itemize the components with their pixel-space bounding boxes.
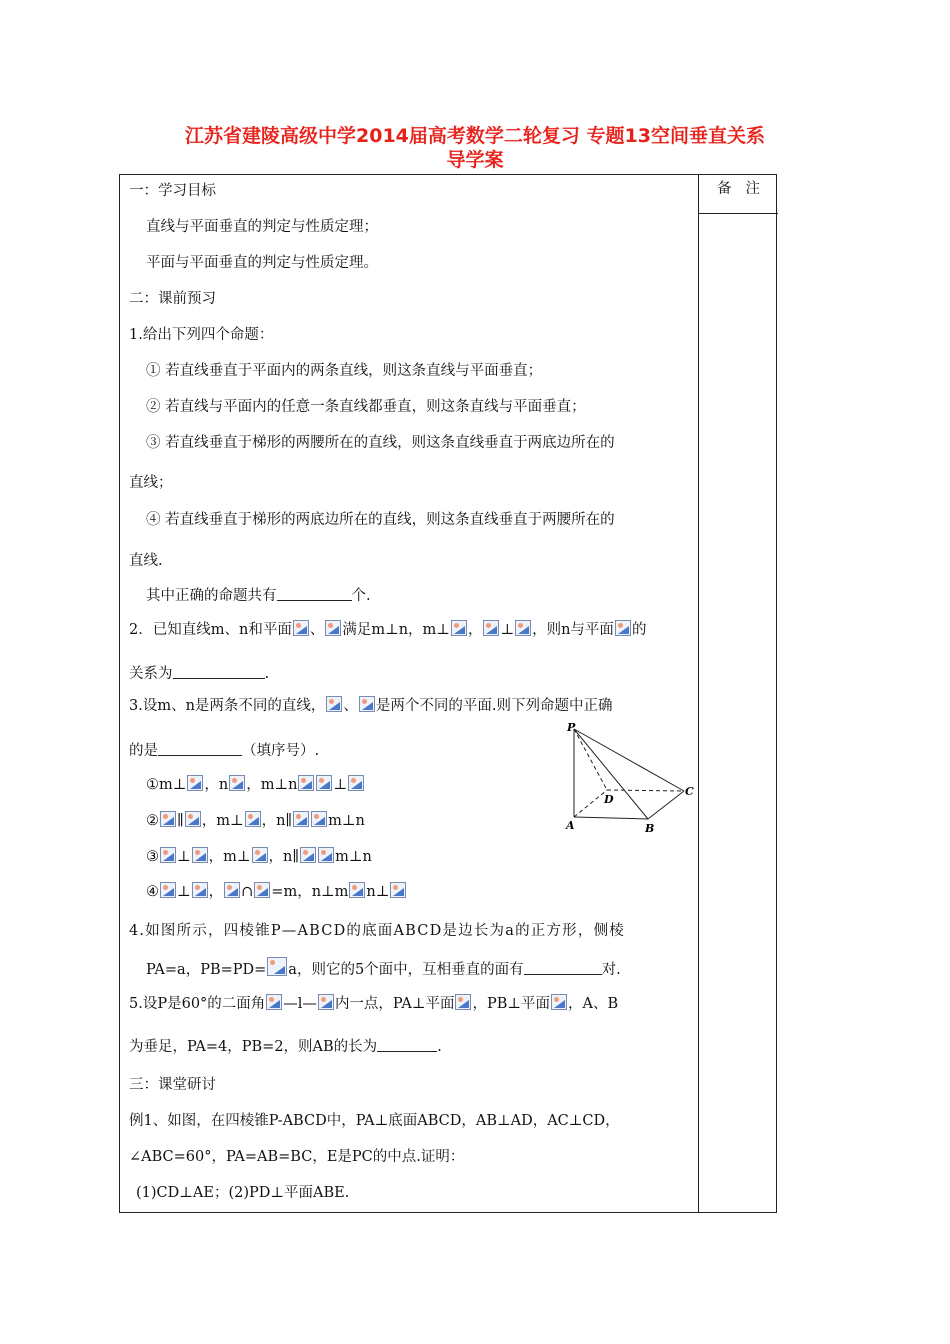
worksheet-table: [119, 174, 777, 1213]
question-1-option-cont: 直线；: [129, 475, 173, 491]
q-text: ⊥: [177, 849, 191, 865]
q-text: ⊥: [177, 884, 191, 900]
formula-image-icon: [266, 994, 282, 1010]
q-text: ，PB⊥平面: [472, 996, 551, 1012]
formula-image-icon: [252, 847, 268, 863]
q-text: 、: [309, 622, 325, 638]
question-3: [129, 694, 613, 715]
formula-image-icon: [451, 620, 467, 636]
question-3-option-3: [146, 845, 372, 866]
q-text: n⊥: [366, 884, 390, 900]
q-text: ⊥: [500, 622, 515, 638]
formula-image-icon: [245, 811, 261, 827]
formula-image-icon: [267, 957, 287, 976]
question-1-option: ④ 若直线垂直于梯形的两底边所在的直线，则这条直线垂直于两腰所在的: [146, 512, 615, 528]
question-4-cont: [146, 957, 621, 979]
formula-image-icon: [348, 775, 364, 791]
q-text: ①m⊥: [146, 777, 187, 793]
question-3-option-2: [146, 809, 365, 830]
title-line-1: 江苏省建陵高级中学2014届高考数学二轮复习 专题13空间垂直关系: [185, 125, 765, 147]
vertex-label: C: [685, 785, 694, 798]
q-text: 的是: [129, 743, 158, 759]
vertex-label: A: [566, 819, 575, 832]
answer-blank: [377, 1038, 437, 1052]
page-title: [100, 124, 850, 172]
q-text: ，m⊥: [201, 813, 244, 829]
q-text: （填序号）.: [242, 743, 320, 759]
q-text: m⊥n: [328, 813, 365, 829]
formula-image-icon: [326, 696, 342, 712]
column-divider: [698, 175, 699, 1212]
answer-blank: [158, 742, 242, 756]
formula-image-icon: [300, 847, 316, 863]
ask-text: 其中正确的命题共有: [146, 588, 277, 604]
q-text: 内一点，PA⊥平面: [334, 996, 455, 1012]
q-text: ，A、B: [568, 996, 619, 1012]
q-text: ∩: [241, 884, 254, 900]
formula-image-icon: [551, 994, 567, 1010]
q-text: a，则它的5个面中，互相垂直的面有: [288, 962, 524, 978]
formula-image-icon: [229, 775, 245, 791]
question-3-option-1: [146, 773, 365, 794]
pyramid-figure: [561, 720, 701, 840]
formula-image-icon: [455, 994, 471, 1010]
section-class-discussion: 三：课堂研讨: [129, 1077, 216, 1093]
vertex-label: D: [604, 793, 614, 806]
question-1-option-cont: 直线.: [129, 553, 163, 569]
formula-image-icon: [390, 882, 406, 898]
q-text: ∥: [177, 813, 184, 829]
q-text: ，n: [204, 777, 229, 793]
example-1-line: 例1、如图，在四棱锥P-ABCD中，PA⊥底面ABCD，AB⊥AD，AC⊥CD，: [129, 1113, 620, 1129]
q-text: ②: [146, 813, 159, 829]
q-text: .: [437, 1039, 442, 1055]
answer-blank: [524, 961, 602, 975]
question-5: [129, 992, 618, 1013]
formula-image-icon: [192, 882, 208, 898]
q-text: 3.设m、n是两条不同的直线，: [129, 698, 326, 714]
q-text: m⊥n: [335, 849, 372, 865]
q-text: 、: [343, 698, 358, 714]
q-text: ④: [146, 884, 159, 900]
formula-image-icon: [311, 811, 327, 827]
question-2-cont: [129, 662, 269, 683]
vertex-label: B: [645, 822, 655, 835]
q-text: PA=a，PB=PD=: [146, 962, 267, 978]
formula-image-icon: [349, 882, 365, 898]
q-text: ，则n与平面: [532, 622, 614, 638]
vertex-label: P: [567, 721, 576, 734]
q-text: ，m⊥n: [246, 777, 298, 793]
question-1-stem: 1.给出下列四个命题：: [129, 327, 274, 343]
q-text: ，m⊥: [208, 849, 251, 865]
formula-image-icon: [293, 620, 309, 636]
answer-blank: [173, 665, 265, 679]
ask-text: 个.: [351, 588, 371, 604]
q-text: ，n∥: [268, 849, 300, 865]
notes-column-header: 备注: [699, 175, 778, 214]
q-text: 5.设P是60°的二面角: [129, 996, 266, 1012]
q-text: 的: [631, 622, 647, 638]
formula-image-icon: [483, 620, 499, 636]
answer-blank: [277, 587, 352, 601]
formula-image-icon: [254, 882, 270, 898]
q-text: 对.: [601, 962, 621, 978]
q-text: ，: [467, 622, 483, 638]
formula-image-icon: [160, 882, 176, 898]
formula-image-icon: [160, 847, 176, 863]
question-5-cont: [129, 1035, 442, 1056]
q-text: ⊥: [333, 777, 348, 793]
formula-image-icon: [160, 811, 176, 827]
section-preview: 二：课前预习: [129, 291, 216, 307]
formula-image-icon: [318, 994, 334, 1010]
goal-item: 平面与平面垂直的判定与性质定理。: [146, 255, 378, 271]
q-text: ，n∥: [261, 813, 293, 829]
goal-item: 直线与平面垂直的判定与性质定理；: [146, 219, 378, 235]
q-text: ，: [208, 884, 224, 900]
formula-image-icon: [187, 775, 203, 791]
example-1-line: (1)CD⊥AE；(2)PD⊥平面ABE.: [136, 1185, 350, 1201]
formula-image-icon: [316, 775, 332, 791]
question-3-option-4: [146, 880, 407, 901]
formula-image-icon: [515, 620, 531, 636]
formula-image-icon: [298, 775, 314, 791]
formula-image-icon: [293, 811, 309, 827]
question-1-option: ① 若直线垂直于平面内的两条直线，则这条直线与平面垂直；: [146, 363, 543, 379]
question-4: 4.如图所示，四棱锥P—ABCD的底面ABCD是边长为a的正方形，侧棱: [129, 923, 625, 939]
question-3-cont: [129, 739, 319, 760]
formula-image-icon: [325, 620, 341, 636]
q-text: .: [264, 666, 270, 682]
formula-image-icon: [185, 811, 201, 827]
formula-image-icon: [615, 620, 631, 636]
question-1-ask: [146, 584, 371, 605]
q-text: 2．已知直线m、n和平面: [129, 622, 292, 638]
formula-image-icon: [192, 847, 208, 863]
formula-image-icon: [359, 696, 375, 712]
example-1-line: ∠ABC=60°，PA=AB=BC，E是PC的中点.证明：: [129, 1149, 465, 1165]
q-text: ③: [146, 849, 159, 865]
question-2: [129, 618, 646, 639]
question-1-option: ③ 若直线垂直于梯形的两腰所在的直线，则这条直线垂直于两底边所在的: [146, 435, 615, 451]
q-text: 满足m⊥n，m⊥: [342, 622, 450, 638]
title-line-2: 导学案: [446, 149, 504, 171]
q-text: 为垂足，PA=4，PB=2，则AB的长为: [129, 1039, 378, 1055]
q-text: —l—: [283, 996, 317, 1012]
q-text: =m，n⊥m: [271, 884, 349, 900]
formula-image-icon: [224, 882, 240, 898]
section-learning-goals: 一：学习目标: [129, 183, 216, 199]
formula-image-icon: [318, 847, 334, 863]
q-text: 是两个不同的平面.则下列命题中正确: [375, 698, 613, 714]
question-1-option: ② 若直线与平面内的任意一条直线都垂直，则这条直线与平面垂直；: [146, 399, 586, 415]
q-text: 关系为: [129, 666, 173, 682]
